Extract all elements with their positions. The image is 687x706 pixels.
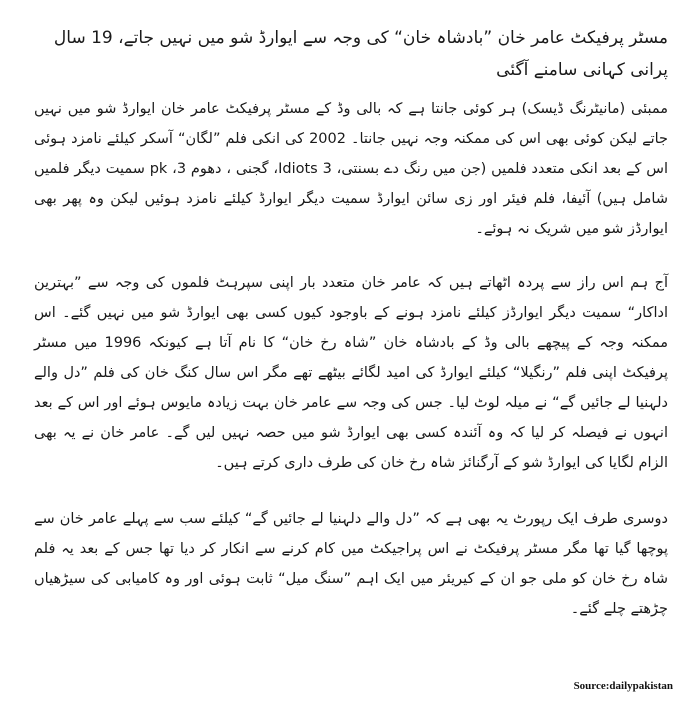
news-article: [34, 22, 668, 640]
article-headline: مسٹر پرفیکٹ عامر خان ”بادشاہ خان“ کی وجہ سے ایوارڈ شو میں نہیں جاتے، 19 سال پرانی کہانی سامنے آگئی: [53, 28, 668, 80]
article-paragraph-3: دوسری طرف ایک رپورٹ یہ بھی ہے کہ ”دل والے دلہنیا لے جائیں گے“ کیلئے سب سے پہلے عامر خان سے پوچھا گیا تھا مگر مسٹر پرفیکٹ نے اس پراجیکٹ میں کام کرنے سے انکار کر دیا تھا جس کے بعد یہ فلم شاہ رخ خان کو ملی جو ان کے کیریئر میں ایک اہم ”سنگ میل“ ثابت ہوئی اور وہ کامیابی کی سیڑھیاں چڑھتے چلے گئے۔: [34, 511, 668, 617]
article-paragraph-2: آج ہم اس راز سے پردہ اٹھاتے ہیں کہ عامر خان متعدد بار اپنی سپرہٹ فلموں کی وجہ سے ”بہترین اداکار“ سمیت دیگر ایوارڈز کیلئے نامزد ہونے کے باوجود کیوں کسی بھی ایوارڈ شو میں نہیں گئے۔ اس ممکنہ وجہ کے پیچھے بالی وڈ کے بادشاہ خان ”شاہ رخ خان“ کا نام آتا ہے کیونکہ 1996 میں مسٹر پرفیکٹ اپنی فلم ”رنگیلا“ کیلئے ایوارڈ کی امید لگائے بیٹھے تھے مگر اس سال کنگ خان کی فلم ”دل والے دلہنیا لے جائیں گے“ نے میلہ لوٹ لیا۔ جس کی وجہ سے عامر خان بہت زیادہ مایوس ہوئے اور اس کے بعد انہوں نے فیصلہ کر لیا کہ وہ آئندہ کسی بھی ایوارڈ شو میں حصہ نہیں لیں گے۔ عامر خان نے یہ بھی الزام لگایا کی ایوارڈ شو کے آرگنائز شاہ رخ خان کی طرف داری کرتے ہیں۔: [34, 275, 669, 471]
article-paragraph-1: ممبئی (مانیٹرنگ ڈیسک) ہر کوئی جانتا ہے کہ بالی وڈ کے مسٹر پرفیکٹ عامر خان ایوارڈ شو میں نہیں جاتے لیکن کوئی بھی اس کی ممکنہ وجہ نہیں جانتا۔ 2002 کی انکی فلم ”لگان“ آسکر کیلئے نامزد ہوئی اس کے بعد انکی متعدد فلمیں (جن میں رنگ دے بسنتی، 3 Idiots، گجنی ، دھوم 3، pk سمیت دیگر فلمیں شامل ہیں) آئیفا، فلم فیئر اور زی سائن ایوارڈ سمیت دیگر ایوارڈ کیلئے نامزد ہوئیں لیکن وہ پھر بھی ایوارڈز شو میں شریک نہ ہوئے۔: [34, 101, 669, 237]
source-credit: Source:dailypakistan: [573, 680, 673, 692]
